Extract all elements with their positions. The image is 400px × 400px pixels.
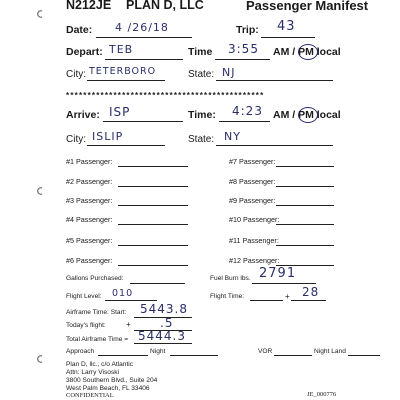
passenger-label: #5 Passenger: [66, 236, 113, 245]
form-title: Passenger Manifest [246, 0, 369, 13]
flight-level-value: 010 [112, 288, 134, 299]
total-airframe-label: Total Airframe Time = [66, 336, 129, 343]
fuel-burn-label: Fuel Burn lbs. [210, 275, 251, 282]
arrive-state-value: NY [224, 130, 241, 143]
company-name: PLAN D, LLC [126, 0, 204, 12]
passenger-label: #9 Passenger: [229, 196, 276, 205]
night-label: Night [150, 348, 166, 355]
passenger-label: #3 Passenger: [66, 196, 113, 205]
arrive-city-value: ISLIP [92, 130, 124, 143]
binder-hole-icon [36, 187, 44, 195]
footer-line: Plan D, llc., c/o Atlantic [66, 361, 134, 368]
flight-level-label: Flight Level: [66, 293, 102, 300]
gallons-label: Gallons Purchased: [66, 275, 124, 282]
night-land-label: Night Land [314, 348, 346, 355]
todays-flight-label: Today's flight: [66, 322, 106, 329]
depart-state-value: NJ [222, 66, 236, 79]
arrive-time-label: Time: [188, 109, 216, 121]
total-airframe-value: 5444.3 [138, 329, 186, 343]
depart-city-value: TETERBORO [89, 66, 157, 77]
trip-value: 43 [277, 19, 296, 34]
binder-hole-icon [36, 355, 44, 363]
passenger-name-field[interactable] [118, 245, 188, 246]
passenger-label: #7 Passenger: [229, 157, 276, 166]
footer-line: West Palm Beach, FL 33406 [66, 385, 150, 392]
flight-time-plus: + [285, 292, 290, 301]
date-value: 4 /26/18 [115, 21, 169, 34]
airframe-start-label: Airframe Time: Start: [66, 309, 127, 316]
todays-flight-value: .5 [160, 316, 174, 330]
passenger-name-field[interactable] [276, 205, 334, 206]
passenger-name-field[interactable] [118, 265, 188, 266]
pm-circle-mark [298, 44, 318, 60]
bates-number: JE_000776 [307, 391, 337, 398]
arrive-ampm: AM / PM local [273, 109, 341, 121]
flight-time-label: Flight Time: [210, 293, 245, 300]
passenger-label: #8 Passenger: [229, 177, 276, 186]
passenger-label: #6 Passenger: [66, 256, 113, 265]
passenger-name-field[interactable] [276, 166, 334, 167]
arrive-label: Arrive: [66, 109, 100, 121]
passenger-name-field[interactable] [276, 186, 334, 187]
pm-circle-mark [298, 107, 318, 123]
passenger-name-field[interactable] [118, 205, 188, 206]
passenger-name-field[interactable] [118, 166, 188, 167]
passenger-label: #12 Passenger: [229, 256, 280, 265]
passenger-name-field[interactable] [276, 224, 334, 225]
depart-time-value: 3:55 [228, 42, 259, 56]
approach-label: Approach [66, 348, 95, 355]
footer-line: Attn: Larry Visoski [66, 369, 120, 376]
arrive-state-label: State: [188, 134, 215, 145]
arrive-time-value: 4:23 [232, 104, 263, 118]
separator: ********************************************** [66, 91, 265, 100]
arrive-value: ISP [109, 105, 131, 119]
passenger-label: #2 Passenger: [66, 177, 113, 186]
depart-state-label: State: [188, 69, 215, 80]
passenger-label: #11 Passenger: [229, 236, 279, 245]
arrive-city-label: City: [66, 134, 86, 145]
depart-time-label: Time [188, 46, 213, 58]
date-label: Date: [66, 24, 93, 36]
fuel-burn-value: 2791 [259, 266, 297, 281]
binder-hole-icon [36, 10, 44, 18]
depart-label: Depart: [66, 46, 103, 58]
depart-city-label: City: [66, 69, 86, 80]
passenger-label: #1 Passenger: [66, 157, 113, 166]
depart-ampm: AM / PM local [273, 46, 341, 58]
passenger-name-field[interactable] [118, 186, 188, 187]
airframe-start-value: 5443.8 [140, 302, 188, 316]
todays-flight-plus: + [126, 320, 131, 329]
trip-label: Trip: [236, 24, 259, 36]
passenger-name-field[interactable] [118, 224, 188, 225]
vor-label: VOR [258, 348, 273, 355]
tail-number: N212JE [66, 0, 112, 12]
flight-time-value: 28 [302, 285, 320, 299]
footer-line: 3800 Southern Blvd., Suite 204 [66, 377, 158, 384]
passenger-label: #10 Passenger: [229, 215, 280, 224]
passenger-name-field[interactable] [276, 245, 334, 246]
passenger-label: #4 Passenger: [66, 215, 113, 224]
depart-value: TEB [109, 43, 134, 56]
confidential-stamp: CONFIDENTIAL [66, 392, 114, 399]
